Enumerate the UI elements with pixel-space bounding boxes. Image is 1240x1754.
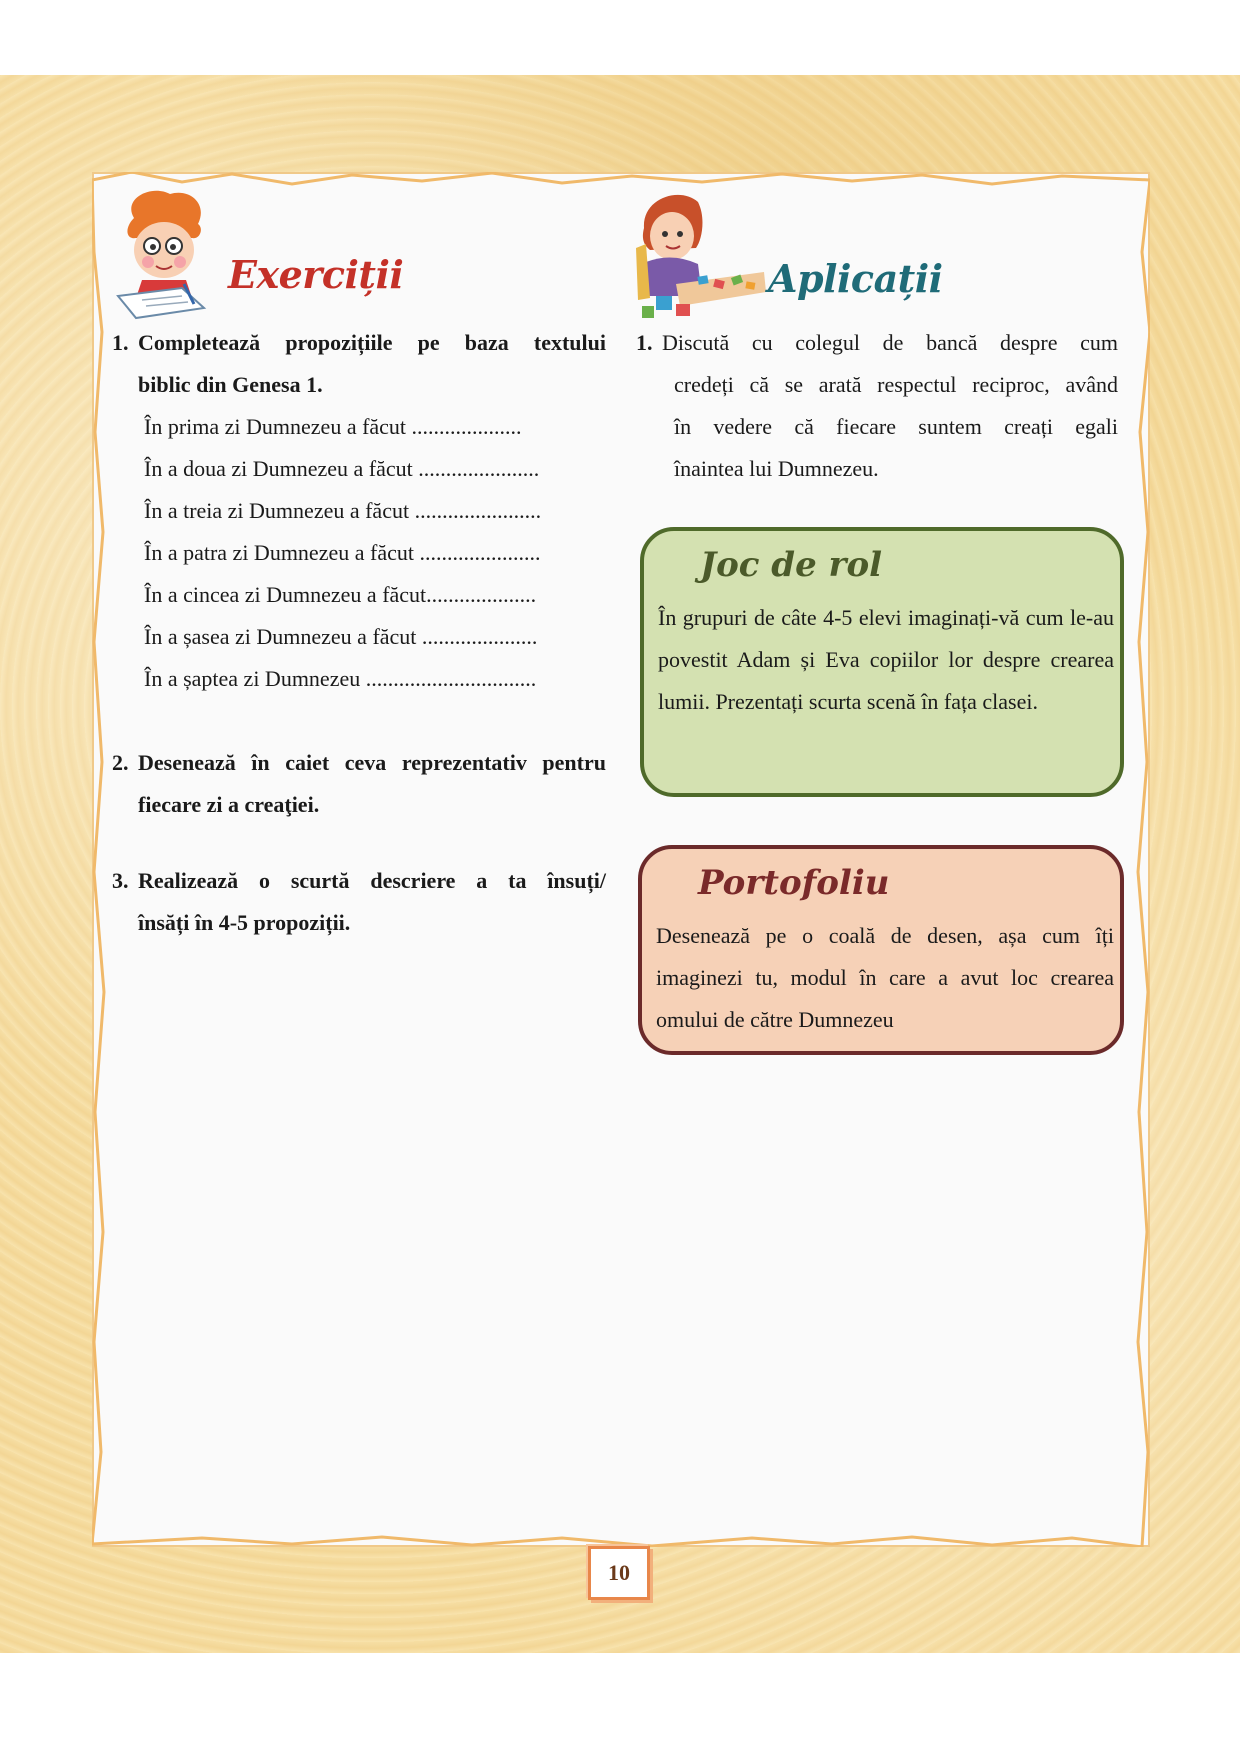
- day-7-line: În a șaptea zi Dumnezeu ...............................: [144, 666, 537, 691]
- portfolio-box: [638, 845, 1124, 1055]
- applications-column: [636, 322, 1118, 490]
- creation-days-list: [112, 406, 606, 700]
- exercise-3-line1: Realizează o scurtă descriere a ta însuți/: [138, 868, 606, 893]
- application-1-line2: credeți că se arată respectul reciproc, având: [674, 372, 1118, 397]
- applications-heading: Aplicații: [768, 256, 943, 301]
- exercise-3: [112, 860, 606, 944]
- portfolio-title: Portofoliu: [698, 863, 890, 903]
- application-1-line3: în vedere că fiecare suntem creați egali: [674, 414, 1118, 439]
- exercise-1-number: 1.: [112, 330, 129, 355]
- exercise-1-line1: Completează propozițiile pe baza textului: [138, 330, 606, 355]
- role-play-box: [640, 527, 1124, 797]
- day-5-line: În a cincea zi Dumnezeu a făcut....................: [144, 582, 537, 607]
- exercises-column: [112, 322, 606, 944]
- exercise-1: [112, 322, 606, 406]
- exercise-1-line2: biblic din Genesa 1.: [138, 372, 323, 397]
- exercise-2-line1: Desenează în caiet ceva reprezentativ pentru: [138, 750, 606, 775]
- application-1-line4: înaintea lui Dumnezeu.: [674, 456, 879, 481]
- application-1: [636, 322, 1118, 490]
- day-1-line: În prima zi Dumnezeu a făcut ....................: [144, 414, 522, 439]
- day-4-line: În a patra zi Dumnezeu a făcut ......................: [144, 540, 541, 565]
- boy-writing-illustration: [112, 188, 210, 320]
- exercises-heading: Exerciții: [228, 252, 404, 297]
- exercise-2: [112, 742, 606, 826]
- application-1-line1: Discută cu colegul de bancă despre cum: [662, 330, 1118, 355]
- portfolio-text: Desenează pe o coală de desen, așa cum îți imaginezi tu, modul în care a avut loc crearea omului de către Dumnezeu: [656, 923, 1114, 1032]
- exercise-2-number: 2.: [112, 750, 129, 775]
- role-play-title: Joc de rol: [700, 545, 883, 585]
- day-3-line: În a treia zi Dumnezeu a făcut .......................: [144, 498, 542, 523]
- girl-puzzle-illustration: [636, 188, 766, 320]
- day-2-line: În a doua zi Dumnezeu a făcut ......................: [144, 456, 540, 481]
- exercise-2-line2: fiecare zi a creaţiei.: [138, 792, 320, 817]
- exercise-3-line2: însăți în 4-5 propoziții.: [138, 910, 351, 935]
- role-play-text: În grupuri de câte 4-5 elevi imaginați-vă cum le-au povestit Adam și Eva copiilor lor despre crearea lumii. Prezentați scurta scenă în fața clasei.: [658, 605, 1114, 714]
- application-1-number: 1.: [636, 330, 653, 355]
- page-number: 10: [588, 1546, 650, 1600]
- day-6-line: În a șasea zi Dumnezeu a făcut .....................: [144, 624, 538, 649]
- exercise-3-number: 3.: [112, 868, 129, 893]
